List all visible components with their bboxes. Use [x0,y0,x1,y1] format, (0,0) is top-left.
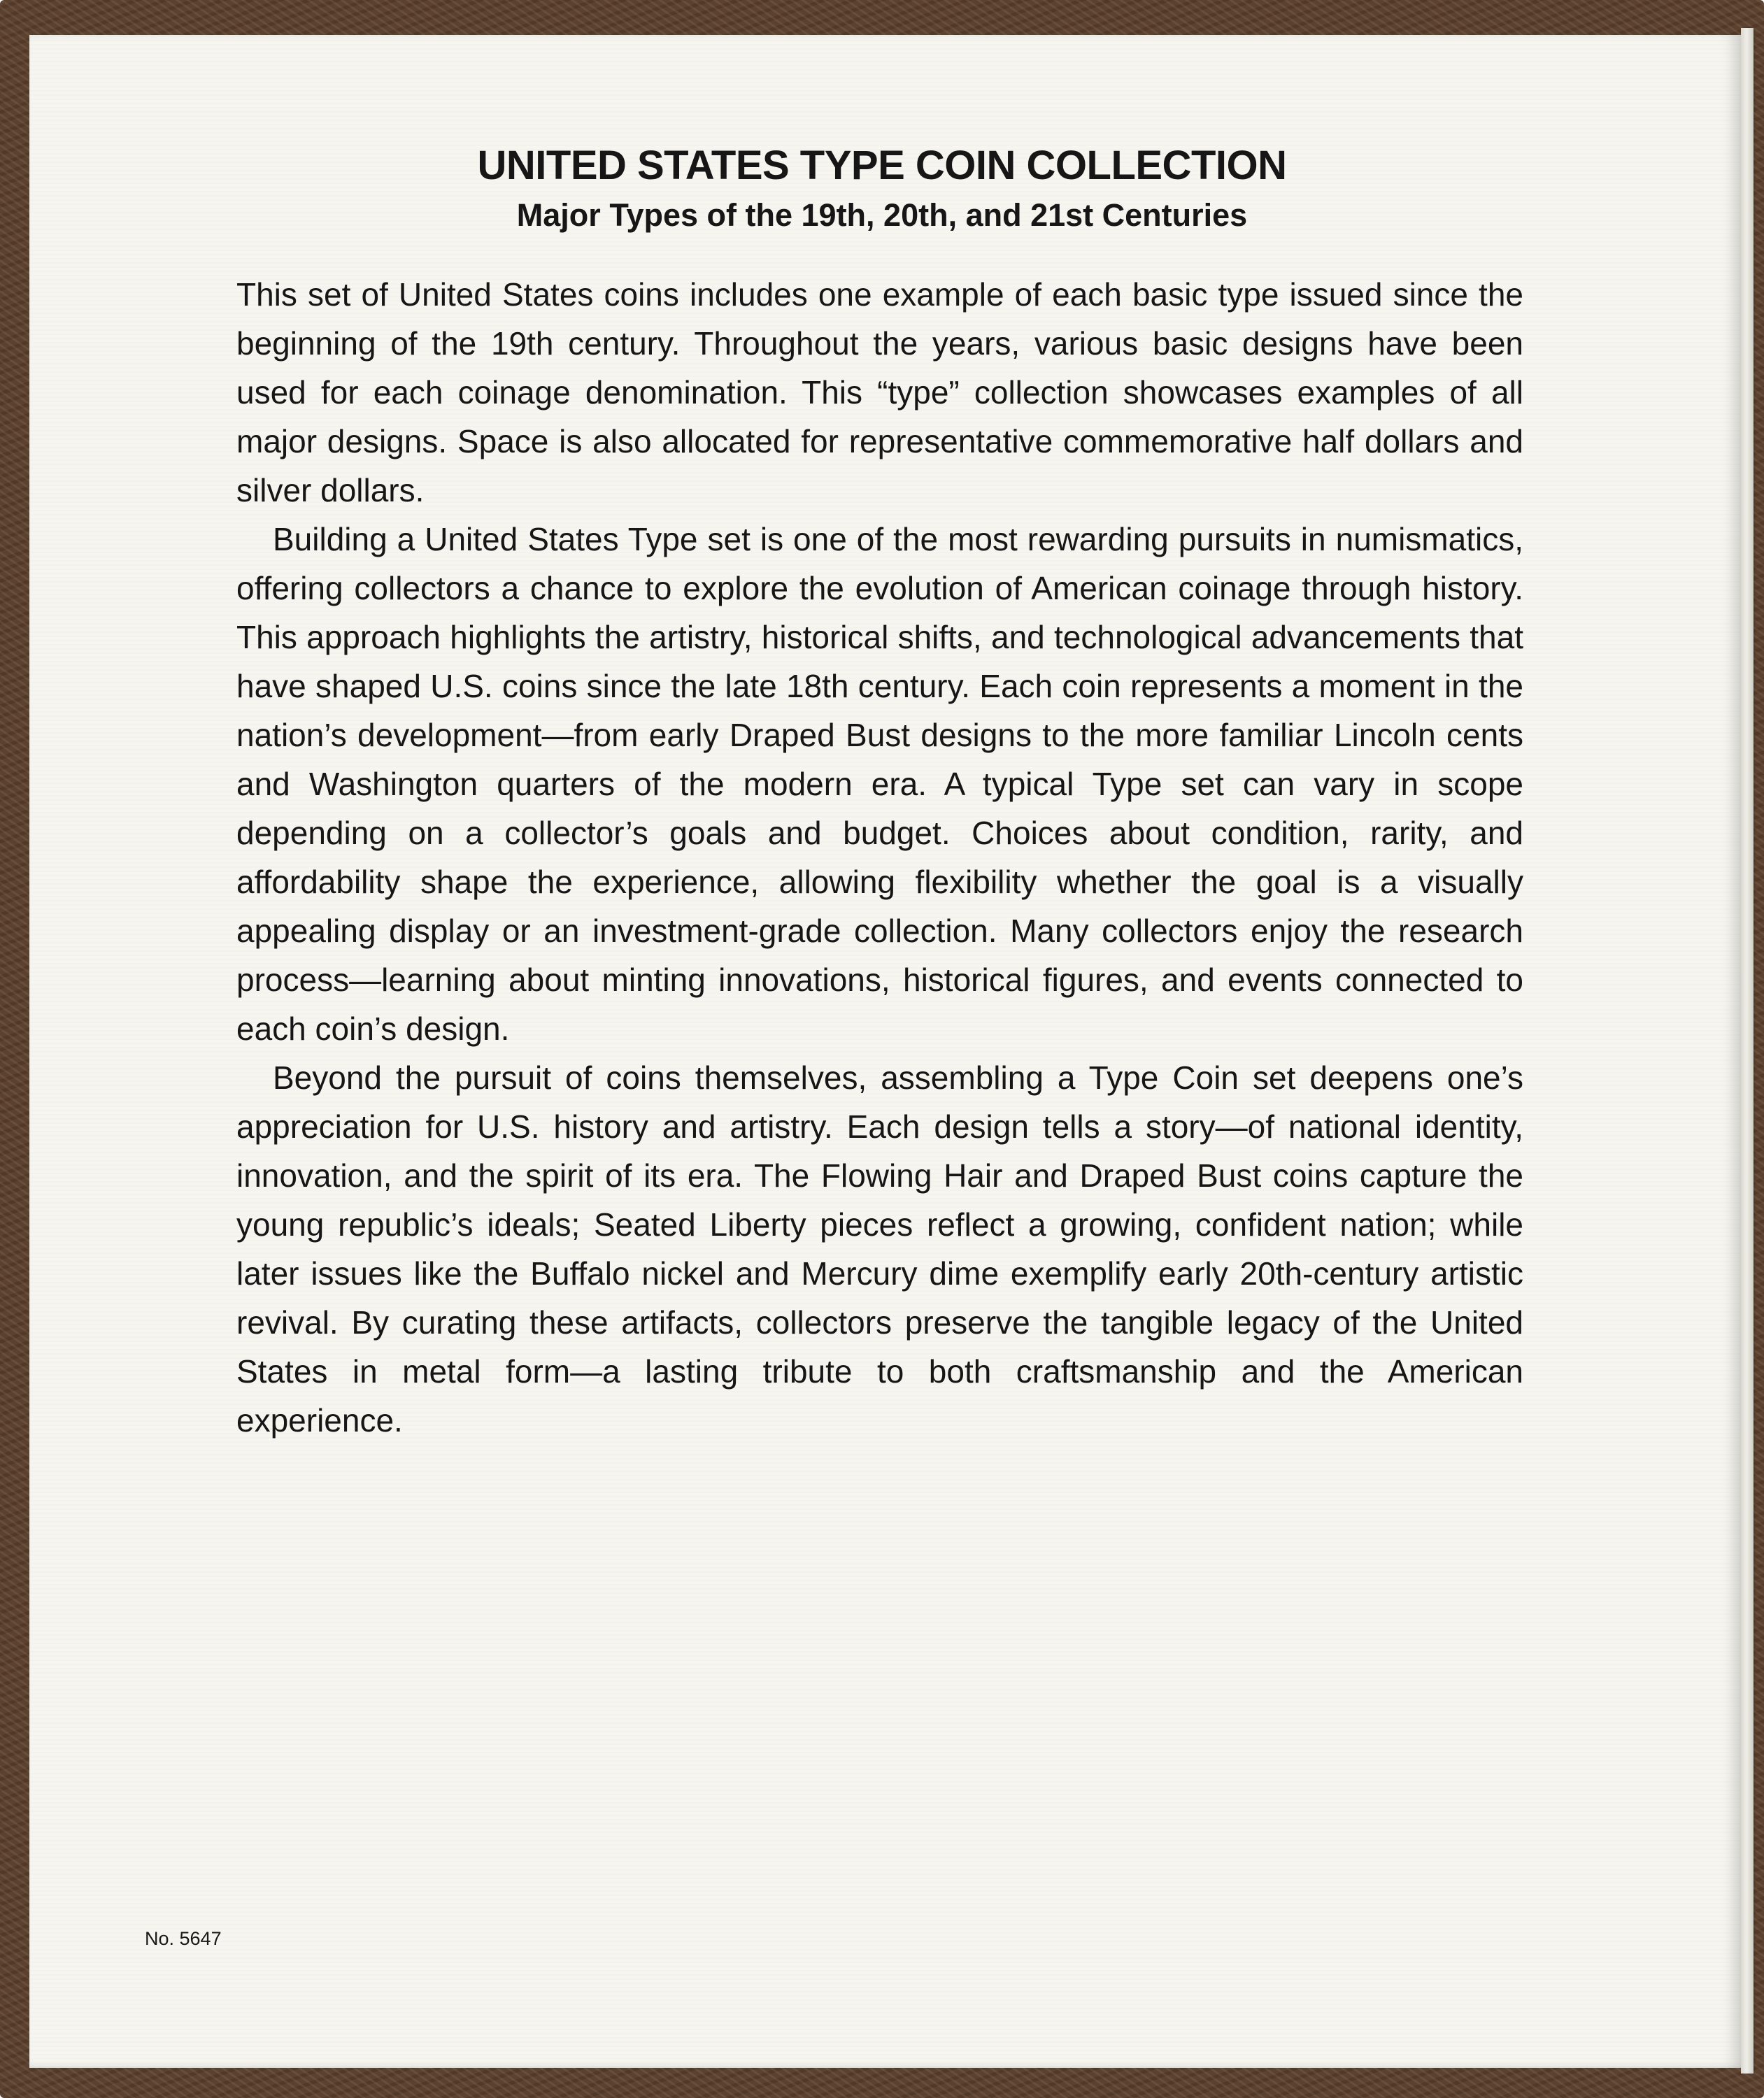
page-subtitle: Major Types of the 19th, 20th, and 21st Centuries [516,197,1248,233]
page-title: UNITED STATES TYPE COIN COLLECTION [477,143,1287,188]
catalog-number: No. 5647 [145,1928,222,1949]
paragraph-intro: This set of United States coins includes one example of each basic type issued since the beginning of the 19th century. Throughout the years, various basic designs have been used for each coinage denomination. This “type” collection showcases examples of all major designs. Space is also allocated for representative commemorative half dollars and silver dollars. [236,276,1523,508]
page-edge [1741,28,1754,2074]
paragraph-beyond: Beyond the pursuit of coins themselves, assembling a Type Coin set deepens one’s appreciation for U.S. history and artistry. Each design tells a story—of national identity, innovation, and the spirit of its era. The Flowing Hair and Draped Bust coins capture the young republic’s ideals; Seated Liberty pieces reflect a growing, confident nation; while later issues like the Buffalo nickel and Mercury dime exemplify early 20th-century artistic revival. By curating these artifacts, collectors preserve the tangible legacy of the United States in metal form—a lasting tribute to both craftsmanship and the American experience. [236,1059,1523,1439]
body-text [236,270,1523,1445]
paragraph-building: Building a United States Type set is one of the most rewarding pursuits in numismatics, offering collectors a chance to explore the evolution of American coinage through history. This approach highlights the artistry, historical shifts, and technological advancements that have shaped U.S. coins since the late 18th century. Each coin represents a moment in the nation’s development—from early Draped Bust designs to the more familiar Lincoln cents and Washington quarters of the modern era. A typical Type set can vary in scope depending on a collector’s goals and budget. Choices about condition, rarity, and affordability shape the experience, allowing flexibility whether the goal is a visually appealing display or an investment-grade collection. Many collectors enjoy the research process—learning about minting innovations, historical figures, and events connected to each coin’s design. [236,521,1523,1047]
